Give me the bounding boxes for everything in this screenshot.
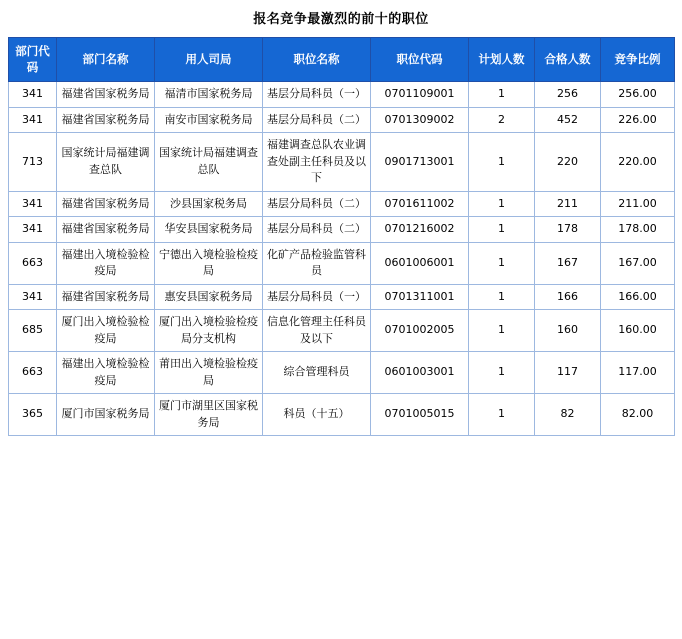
- cell-ratio: 117.00: [601, 352, 675, 394]
- cell-bureau: 厦门出入境检验检疫局分支机构: [155, 310, 263, 352]
- cell-bureau: 宁德出入境检验检疫局: [155, 242, 263, 284]
- cell-plan-count: 1: [469, 191, 535, 217]
- table-row: [9, 284, 675, 310]
- cell-qualified-count: 178: [535, 217, 601, 243]
- cell-dept-name: 福建省国家税务局: [57, 82, 155, 108]
- cell-dept-name: 福建出入境检验检疫局: [57, 242, 155, 284]
- column-header-dept-code: 部门代码: [9, 38, 57, 82]
- table-row: [9, 107, 675, 133]
- cell-ratio: 167.00: [601, 242, 675, 284]
- cell-bureau: 华安县国家税务局: [155, 217, 263, 243]
- cell-plan-count: 1: [469, 284, 535, 310]
- cell-plan-count: 1: [469, 82, 535, 108]
- table-row: [9, 191, 675, 217]
- cell-bureau: 国家统计局福建调查总队: [155, 133, 263, 192]
- cell-bureau: 惠安县国家税务局: [155, 284, 263, 310]
- column-header-bureau: 用人司局: [155, 38, 263, 82]
- cell-position: 基层分局科员（二）: [263, 217, 371, 243]
- cell-bureau: 莆田出入境检验检疫局: [155, 352, 263, 394]
- cell-dept-code: 663: [9, 242, 57, 284]
- cell-ratio: 256.00: [601, 82, 675, 108]
- table-row: [9, 217, 675, 243]
- table-body: [9, 82, 675, 436]
- cell-dept-code: 663: [9, 352, 57, 394]
- cell-bureau: 沙县国家税务局: [155, 191, 263, 217]
- cell-bureau: 福清市国家税务局: [155, 82, 263, 108]
- cell-dept-code: 341: [9, 217, 57, 243]
- cell-dept-name: 厦门出入境检验检疫局: [57, 310, 155, 352]
- cell-position-code: 0701002005: [371, 310, 469, 352]
- column-header-dept-name: 部门名称: [57, 38, 155, 82]
- cell-position-code: 0701109001: [371, 82, 469, 108]
- cell-position-code: 0701311001: [371, 284, 469, 310]
- column-header-qualified-count: 合格人数: [535, 38, 601, 82]
- cell-position: 综合管理科员: [263, 352, 371, 394]
- cell-dept-code: 341: [9, 284, 57, 310]
- column-header-position: 职位名称: [263, 38, 371, 82]
- cell-plan-count: 1: [469, 310, 535, 352]
- column-header-position-code: 职位代码: [371, 38, 469, 82]
- cell-qualified-count: 166: [535, 284, 601, 310]
- cell-ratio: 82.00: [601, 394, 675, 436]
- cell-position: 基层分局科员（二）: [263, 107, 371, 133]
- cell-qualified-count: 160: [535, 310, 601, 352]
- cell-position-code: 0701611002: [371, 191, 469, 217]
- cell-ratio: 211.00: [601, 191, 675, 217]
- table-container: [0, 37, 682, 436]
- cell-dept-code: 713: [9, 133, 57, 192]
- cell-position: 信息化管理主任科员及以下: [263, 310, 371, 352]
- cell-qualified-count: 211: [535, 191, 601, 217]
- cell-plan-count: 1: [469, 242, 535, 284]
- cell-dept-name: 福建出入境检验检疫局: [57, 352, 155, 394]
- column-header-ratio: 竞争比例: [601, 38, 675, 82]
- cell-position: 化矿产品检验监管科员: [263, 242, 371, 284]
- cell-ratio: 226.00: [601, 107, 675, 133]
- cell-bureau: 厦门市湖里区国家税务局: [155, 394, 263, 436]
- cell-qualified-count: 117: [535, 352, 601, 394]
- cell-plan-count: 1: [469, 133, 535, 192]
- cell-dept-code: 341: [9, 191, 57, 217]
- table-row: [9, 82, 675, 108]
- table-row: [9, 133, 675, 192]
- cell-qualified-count: 82: [535, 394, 601, 436]
- cell-dept-code: 685: [9, 310, 57, 352]
- cell-plan-count: 1: [469, 394, 535, 436]
- cell-plan-count: 1: [469, 217, 535, 243]
- cell-qualified-count: 452: [535, 107, 601, 133]
- cell-dept-name: 福建省国家税务局: [57, 217, 155, 243]
- cell-qualified-count: 220: [535, 133, 601, 192]
- table-row: [9, 310, 675, 352]
- cell-position: 科员（十五）: [263, 394, 371, 436]
- table-row: [9, 242, 675, 284]
- cell-position-code: 0701309002: [371, 107, 469, 133]
- table-row: [9, 352, 675, 394]
- cell-position-code: 0701216002: [371, 217, 469, 243]
- cell-bureau: 南安市国家税务局: [155, 107, 263, 133]
- cell-ratio: 178.00: [601, 217, 675, 243]
- cell-dept-code: 341: [9, 82, 57, 108]
- cell-qualified-count: 167: [535, 242, 601, 284]
- cell-dept-name: 国家统计局福建调查总队: [57, 133, 155, 192]
- cell-plan-count: 2: [469, 107, 535, 133]
- cell-position: 基层分局科员（二）: [263, 191, 371, 217]
- column-header-plan-count: 计划人数: [469, 38, 535, 82]
- cell-position-code: 0901713001: [371, 133, 469, 192]
- cell-position: 基层分局科员（一）: [263, 82, 371, 108]
- cell-dept-name: 厦门市国家税务局: [57, 394, 155, 436]
- cell-dept-name: 福建省国家税务局: [57, 284, 155, 310]
- table-row: [9, 394, 675, 436]
- cell-ratio: 160.00: [601, 310, 675, 352]
- cell-position: 基层分局科员（一）: [263, 284, 371, 310]
- cell-dept-name: 福建省国家税务局: [57, 107, 155, 133]
- cell-dept-code: 365: [9, 394, 57, 436]
- table-header-row: [9, 38, 675, 82]
- cell-position-code: 0601003001: [371, 352, 469, 394]
- cell-ratio: 220.00: [601, 133, 675, 192]
- top-positions-table: [8, 37, 675, 436]
- page-title: 报名竞争最激烈的前十的职位: [253, 12, 429, 27]
- cell-position-code: 0701005015: [371, 394, 469, 436]
- cell-position-code: 0601006001: [371, 242, 469, 284]
- cell-plan-count: 1: [469, 352, 535, 394]
- cell-ratio: 166.00: [601, 284, 675, 310]
- cell-qualified-count: 256: [535, 82, 601, 108]
- cell-dept-name: 福建省国家税务局: [57, 191, 155, 217]
- cell-position: 福建调查总队农业调查处副主任科员及以下: [263, 133, 371, 192]
- cell-dept-code: 341: [9, 107, 57, 133]
